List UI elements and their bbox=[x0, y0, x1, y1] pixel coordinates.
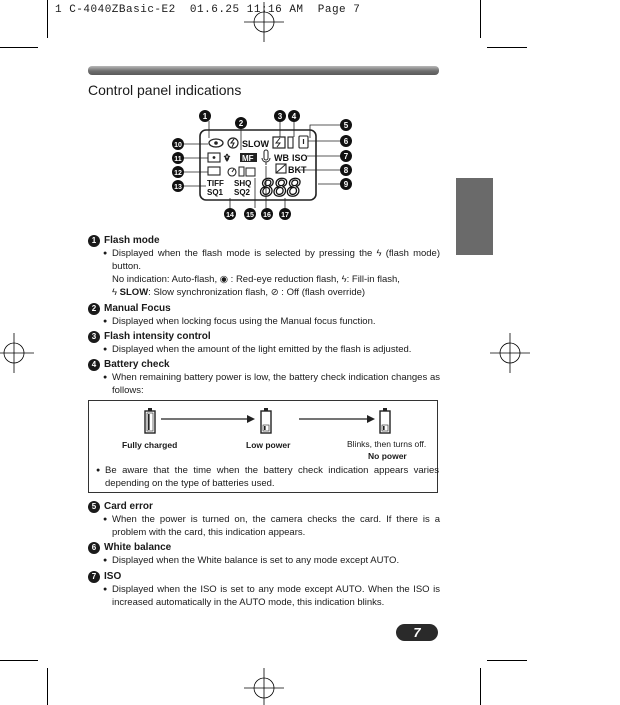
lcd-slow: SLOW bbox=[242, 139, 269, 149]
label-fully-charged: Fully charged bbox=[122, 440, 178, 450]
svg-text:11: 11 bbox=[174, 156, 182, 163]
item-text: Displayed when the flash mode is selected by pressing the bbox=[112, 248, 373, 259]
macro-icon bbox=[224, 154, 230, 161]
flash-off-icon: ⊘ bbox=[270, 287, 279, 298]
svg-text:8: 8 bbox=[343, 166, 349, 175]
item-text: ● Displayed when the White balance is set to any mode except AUTO. bbox=[88, 554, 440, 567]
lcd-shq: SHQ bbox=[234, 179, 252, 188]
item-card-error bbox=[88, 500, 440, 539]
svg-text:6: 6 bbox=[343, 137, 349, 146]
label-blinks: Blinks, then turns off. bbox=[347, 439, 427, 449]
svg-text:9: 9 bbox=[343, 180, 349, 189]
svg-text:15: 15 bbox=[246, 212, 254, 219]
lcd-tiff: TIFF bbox=[207, 179, 224, 188]
crop-mark bbox=[480, 0, 481, 38]
flash-icon: ϟ bbox=[112, 287, 118, 298]
crop-mark bbox=[47, 668, 48, 705]
item-title: Card error bbox=[104, 501, 153, 512]
remote-icon bbox=[246, 168, 255, 176]
item-text: : Fill-in flash, bbox=[346, 274, 400, 285]
item-title: White balance bbox=[104, 542, 172, 553]
item-battery-check bbox=[88, 358, 440, 397]
print-header: 1 C-4040ZBasic-E2 01.6.25 11:16 AM Page 7 bbox=[55, 4, 361, 16]
control-panel-diagram bbox=[170, 108, 355, 223]
label-low-power: Low power bbox=[246, 440, 291, 450]
drive-icon bbox=[208, 167, 220, 175]
battery-sequence-box bbox=[88, 400, 438, 493]
battery-note: ● Be aware that the time when the battery check indication appears varies depending on the type of batteries used. bbox=[81, 464, 439, 490]
item-white-balance bbox=[88, 541, 440, 567]
lcd-digits: 888 bbox=[260, 174, 301, 202]
item-manual-focus bbox=[88, 302, 440, 328]
item-title: Manual Focus bbox=[104, 303, 171, 314]
item-flash-mode bbox=[88, 234, 440, 299]
svg-text:3: 3 bbox=[277, 112, 283, 121]
svg-text:12: 12 bbox=[174, 170, 182, 177]
item-flash-intensity bbox=[88, 330, 440, 356]
crop-mark bbox=[0, 47, 38, 48]
item-text: : Red-eye reduction flash, bbox=[230, 274, 339, 285]
chapter-tab bbox=[456, 178, 493, 255]
item-number: 1 bbox=[88, 235, 100, 247]
lcd-iso: ISO bbox=[292, 153, 308, 163]
svg-text:1: 1 bbox=[202, 112, 208, 121]
registration-mark-left bbox=[0, 333, 34, 373]
item-number: 2 bbox=[88, 303, 100, 315]
item-text: SLOW bbox=[119, 287, 149, 298]
svg-text:17: 17 bbox=[281, 212, 289, 219]
mic-icon bbox=[262, 150, 270, 165]
item-number: 3 bbox=[88, 331, 100, 343]
svg-text:10: 10 bbox=[174, 142, 182, 149]
battery-icon bbox=[288, 137, 293, 148]
item-text: : Off (flash override) bbox=[281, 287, 366, 298]
label-no-power: No power bbox=[368, 451, 407, 461]
svg-text:7: 7 bbox=[343, 152, 349, 161]
registration-mark-bottom bbox=[244, 668, 284, 705]
item-number: 5 bbox=[88, 501, 100, 513]
crop-mark bbox=[487, 660, 527, 661]
arrow-icon bbox=[247, 415, 255, 423]
item-text: ● Displayed when the amount of the light emitted by the flash is adjusted. bbox=[88, 343, 440, 356]
lcd-sq2: SQ2 bbox=[234, 188, 251, 197]
crop-mark bbox=[480, 668, 481, 705]
arrow-icon bbox=[367, 415, 375, 423]
item-text: No indication: Auto-flash, bbox=[112, 274, 218, 285]
item-text: : Slow synchronization flash, bbox=[148, 287, 269, 298]
item-text: (flash mode) button. bbox=[112, 248, 441, 272]
registration-mark-top bbox=[244, 2, 284, 42]
flash-icon: ϟ bbox=[376, 248, 382, 259]
svg-text:5: 5 bbox=[343, 121, 349, 130]
item-number: 7 bbox=[88, 571, 100, 583]
crop-mark bbox=[0, 660, 38, 661]
red-eye-icon: ◉ bbox=[219, 274, 229, 285]
item-title: Flash mode bbox=[104, 235, 160, 246]
item-text: ● Displayed when the ISO is set to any mode except AUTO. When the ISO is increased automatically in the AUTO mode, this indication blinks. bbox=[88, 583, 440, 609]
svg-text:2: 2 bbox=[238, 119, 244, 128]
section-rule bbox=[88, 66, 439, 75]
item-title: Battery check bbox=[104, 359, 170, 370]
item-number: 4 bbox=[88, 359, 100, 371]
item-title: Flash intensity control bbox=[104, 331, 211, 342]
crop-mark bbox=[47, 0, 48, 38]
section-title: Control panel indications bbox=[88, 82, 242, 98]
svg-text:16: 16 bbox=[263, 212, 271, 219]
item-text: ● Displayed when locking focus using the Manual focus function. bbox=[88, 315, 440, 328]
item-number: 6 bbox=[88, 542, 100, 554]
item-title: ISO bbox=[104, 571, 122, 582]
lcd-sq1: SQ1 bbox=[207, 188, 224, 197]
item-text: ● When remaining battery power is low, the battery check indication changes as follows: bbox=[88, 371, 440, 397]
item-text: ● When the power is turned on, the camera checks the card. If there is a problem with the card, this indication appears. bbox=[88, 513, 440, 539]
svg-text:4: 4 bbox=[291, 112, 297, 121]
svg-text:14: 14 bbox=[226, 212, 234, 219]
crop-mark bbox=[487, 47, 527, 48]
svg-text:13: 13 bbox=[174, 184, 182, 191]
registration-mark-right bbox=[490, 333, 530, 373]
lcd-wb: WB bbox=[274, 153, 289, 163]
lcd-mf: MF bbox=[242, 154, 254, 163]
page-number: 7 bbox=[396, 624, 438, 641]
item-iso bbox=[88, 570, 440, 609]
lcd-bkt: BKT bbox=[288, 165, 307, 175]
flash-icon: ϟ bbox=[341, 274, 347, 285]
